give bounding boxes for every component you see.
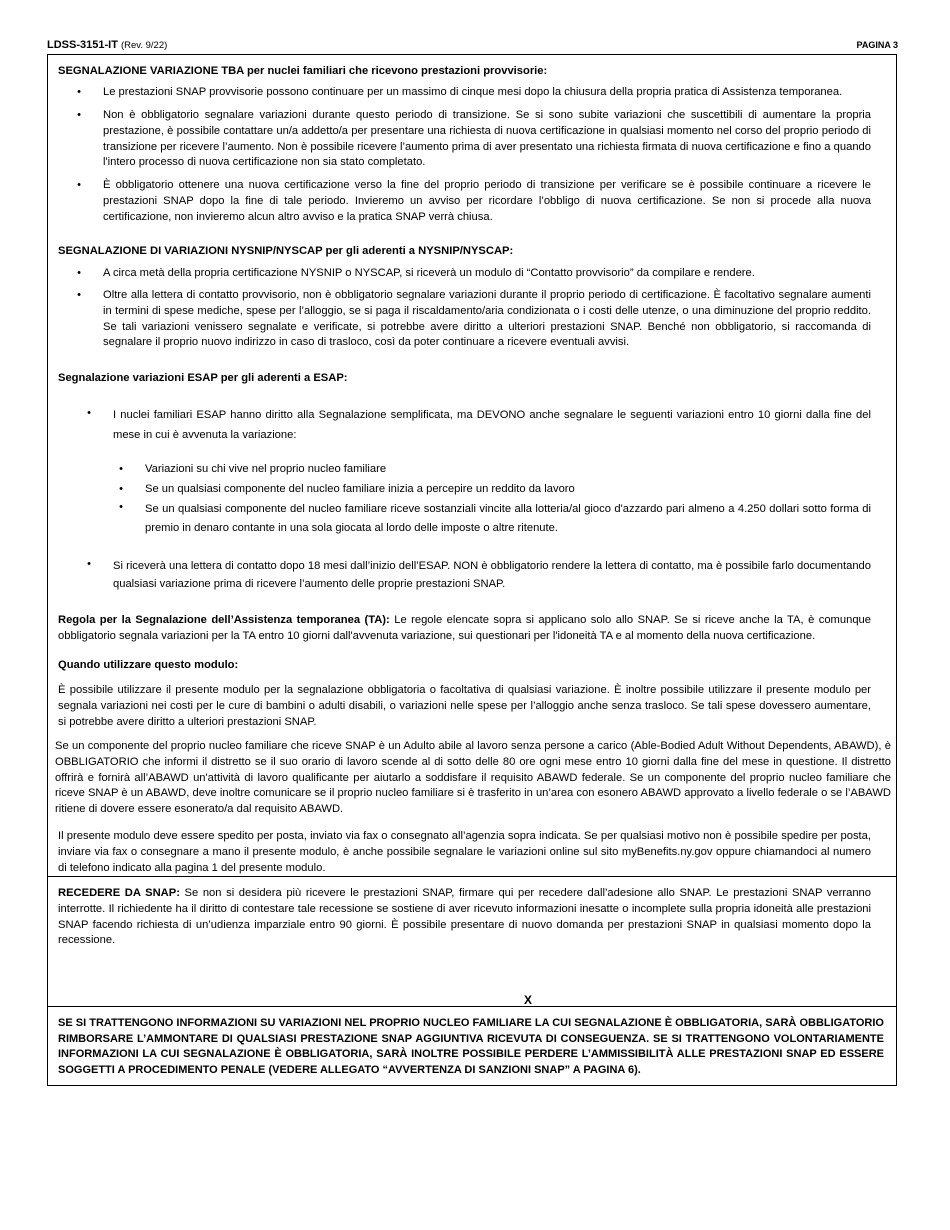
when-use-heading: Quando utilizzare questo modulo: bbox=[58, 659, 239, 671]
when-use-paragraph-1: È possibile utilizzare il presente modulo per la segnalazione obbligatoria o facoltativa di qualsiasi variazione. È inoltre possibile utilizzare il presente modulo per segnala variazioni nei costi per le cure di bambini o adulti disabili, o variazioni nelle spese per l’alloggio anche senza trasloco. Se tali spese dovessero aumentare, si potrebbe avere diritto a ulteriori prestazioni SNAP. bbox=[58, 684, 871, 728]
withdraw-paragraph bbox=[58, 886, 871, 949]
page-header bbox=[47, 38, 899, 52]
tba-bullet-3: È obbligatorio ottenere una nuova certificazione verso la fine del proprio periodo di transizione per verificare se è possibile continuare a ricevere le prestazioni SNAP dopo la fine di tale periodo. Invieremo un avviso per ricordare l’obbligo di nuova certificazione. Se non si procede alla nuova certificazione, non invieremo alcun altro avviso e la pratica SNAP verrà chiusa. bbox=[103, 179, 871, 223]
bullet-icon: • bbox=[77, 109, 81, 121]
form-id: LDSS-3151-IT (Rev. 9/22) bbox=[47, 39, 168, 51]
bullet-icon: • bbox=[77, 179, 81, 191]
tba-bullet-1: Le prestazioni SNAP provvisorie possono continuare per un massimo di cinque mesi dopo la chiusura della propria pratica di Assistenza temporanea. bbox=[103, 86, 843, 98]
bullet-icon: • bbox=[87, 558, 91, 570]
bullet-icon: • bbox=[77, 267, 81, 279]
nysnip-bullet-2: Oltre alla lettera di contatto provvisorio, non è obbligatorio segnalare variazioni durante il proprio periodo di certificazione. È facoltativo segnalare aumenti in termini di spese mediche, spese per l’alloggio, se si paga il riscaldamento/aria condizionata o i costi delle utenze, o una diminuzione del proprio reddito. Se tali variazioni venissero segnalate e verificate, si potrebbe avere diritto a ulteriori prestazioni SNAP. Benché non obbligatorio, si raccomanda di segnalare il proprio nuovo indirizzo in caso di trasloco, così da poter continuare a ricevere eventuali avvisi. bbox=[103, 289, 871, 349]
ta-rule-paragraph bbox=[58, 613, 871, 645]
withdraw-heading: RECEDERE DA SNAP: bbox=[58, 887, 180, 899]
when-use-paragraph-2: Se un componente del proprio nucleo familiare che riceve SNAP è un Adulto abile al lavoro senza persone a carico (Able-Bodied Adult Without Dependents, ABAWD), è OBBLIGATORIO che informi il distretto se il suo orario di lavoro scende al di sotto delle 80 ore ogni mese entro 10 giorni dalla fine del mese in questione. Il distretto offrirà e fornirà all’ABAWD un'attività di lavoro qualificante per aiutarlo a soddisfare il requisito ABAWD federale. Se un componente del proprio nucleo familiare che riceve SNAP è un ABAWD, deve inoltre comunicare se il proprio nucleo familiare si è trasferito in un’area con esonero ABAWD approvato a livello federale o se l’ABAWD ritiene di dovere essere esonerato/a dal requisito ABAWD. bbox=[55, 740, 891, 816]
form-revision: (Rev. 9/22) bbox=[120, 40, 168, 51]
withdraw-text: Se non si desidera più ricevere le prestazioni SNAP, firmare qui per recedere dall’adesione allo SNAP. Le prestazioni SNAP verranno interrotte. Il richiedente ha il diritto di contestare tale recessione se sostiene di aver ricevuto informazioni inesatte o incomplete sulla propria idoneità alle prestazioni SNAP facendo richiesta di un’udienza imparziale entro 90 giorni. È possibile presentare di nuovo domanda per prestazioni SNAP in qualsiasi momento dopo la recessione. bbox=[58, 887, 871, 947]
esap-heading: Segnalazione variazioni ESAP per gli aderenti a ESAP: bbox=[58, 372, 348, 384]
ta-rule-text: Le regole elencate sopra si applicano solo allo SNAP. Se si riceve anche la TA, è comunque obbligatorio segnala variazioni per la TA entro 10 giorni dall'avvenuta variazione, sui questionari per l'idoneità TA e al momento della nuova certificazione. bbox=[58, 614, 871, 642]
tba-heading: SEGNALAZIONE VARIAZIONE TBA per nuclei familiari che ricevono prestazioni provvisorie: bbox=[58, 65, 548, 77]
warning-box bbox=[47, 1006, 897, 1086]
bullet-icon: • bbox=[77, 86, 81, 98]
esap-sub-bullet-2: Se un qualsiasi componente del nucleo familiare inizia a percepire un reddito da lavoro bbox=[145, 483, 575, 495]
bullet-icon: • bbox=[119, 463, 123, 475]
nysnip-heading: SEGNALAZIONE DI VARIAZIONI NYSNIP/NYSCAP per gli aderenti a NYSNIP/NYSCAP: bbox=[58, 245, 514, 257]
bullet-icon: • bbox=[119, 501, 123, 513]
tba-bullet-2: Non è obbligatorio segnalare variazioni durante questo periodo di transizione. Se si sono subite variazioni che suscettibili di aumentare la propria prestazione, è possibile contattare un/a addetto/a per presentare una richiesta di nuova certificazione in qualsiasi momento nel corso del proprio periodo di transizione per ricevere l’aumento. Non è possibile ricevere l’aumento prima di aver presentato una richiesta firmata di nuova certificazione e fino a quando l'intero processo di nuova certificazione non sia stato completato. bbox=[103, 109, 871, 169]
bullet-icon: • bbox=[87, 407, 91, 419]
ta-rule-heading: Regola per la Segnalazione dell’Assistenza temporanea (TA): bbox=[58, 614, 390, 626]
nysnip-bullet-1: A circa metà della propria certificazione NYSNIP o NYSCAP, si riceverà un modulo di “Contatto provvisorio” da compilare e rendere. bbox=[103, 267, 755, 279]
esap-sub-bullet-1: Variazioni su chi vive nel proprio nucleo familiare bbox=[145, 463, 387, 475]
when-use-paragraph-3: Il presente modulo deve essere spedito per posta, inviato via fax o consegnato all’agenzia sopra indicata. Se per qualsiasi motivo non è possibile spedire per posta, inviare via fax o consegnare a mano il presente modulo, è anche possibile segnalare le variazioni online sul sito myBenefits.ny.gov oppure chiamandoci al numero di telefono indicato alla pagina 1 del presente modulo. bbox=[58, 830, 871, 874]
penalty-warning: SE SI TRATTENGONO INFORMAZIONI SU VARIAZIONI NEL PROPRIO NUCLEO FAMILIARE LA CUI SEGNALAZIONE È OBBLIGATORIA, SARÀ OBBLIGATORIO RIMBORSARE L’AMMONTARE DI QUALSIASI PRESTAZIONE SNAP AGGIUNTIVA RICEVUTA DI CONSEGUENZA. SE SI TRATTENGONO VOLONTARIAMENTE INFORMAZIONI LA CUI SEGNALAZIONE È OBBLIGATORIA, SARÀ INOLTRE POSSIBILE PERDERE L’AMMISSIBILITÀ ALLE PRESTAZIONI SNAP ED ESSERE SOGGETTI A PROCEDIMENTO PENALE (VEDERE ALLEGATO “AVVERTENZA DI SANZIONI SNAP” A PAGINA 6). bbox=[58, 1017, 884, 1077]
signature-x-mark: X bbox=[524, 993, 533, 1007]
instructions-box bbox=[47, 54, 897, 877]
esap-bullet-1: I nuclei familiari ESAP hanno diritto alla Segnalazione semplificata, ma DEVONO anche segnalare le seguenti variazioni entro 10 giorni dalla fine del mese in cui è avvenuta la variazione: bbox=[113, 409, 871, 441]
bullet-icon: • bbox=[119, 483, 123, 495]
bullet-icon: • bbox=[77, 289, 81, 301]
withdraw-box bbox=[47, 876, 897, 1007]
page-number: PAGINA 3 bbox=[856, 40, 898, 50]
esap-bullet-2: Si riceverà una lettera di contatto dopo 18 mesi dall’inizio dell’ESAP. NON è obbligatorio rendere la lettera di contatto, ma è possibile farlo documentando qualsiasi variazione prima di ricevere l’aumento delle proprie prestazioni SNAP. bbox=[113, 560, 871, 590]
esap-sub-bullet-3: Se un qualsiasi componente del nucleo familiare riceve sostanziali vincite alla lotteria/al gioco d'azzardo pari almeno a 4.250 dollari sotto forma di premio in denaro contante in una sola giocata al lordo delle imposte o altre ritenute. bbox=[145, 503, 871, 534]
signature-field[interactable] bbox=[524, 993, 878, 1007]
